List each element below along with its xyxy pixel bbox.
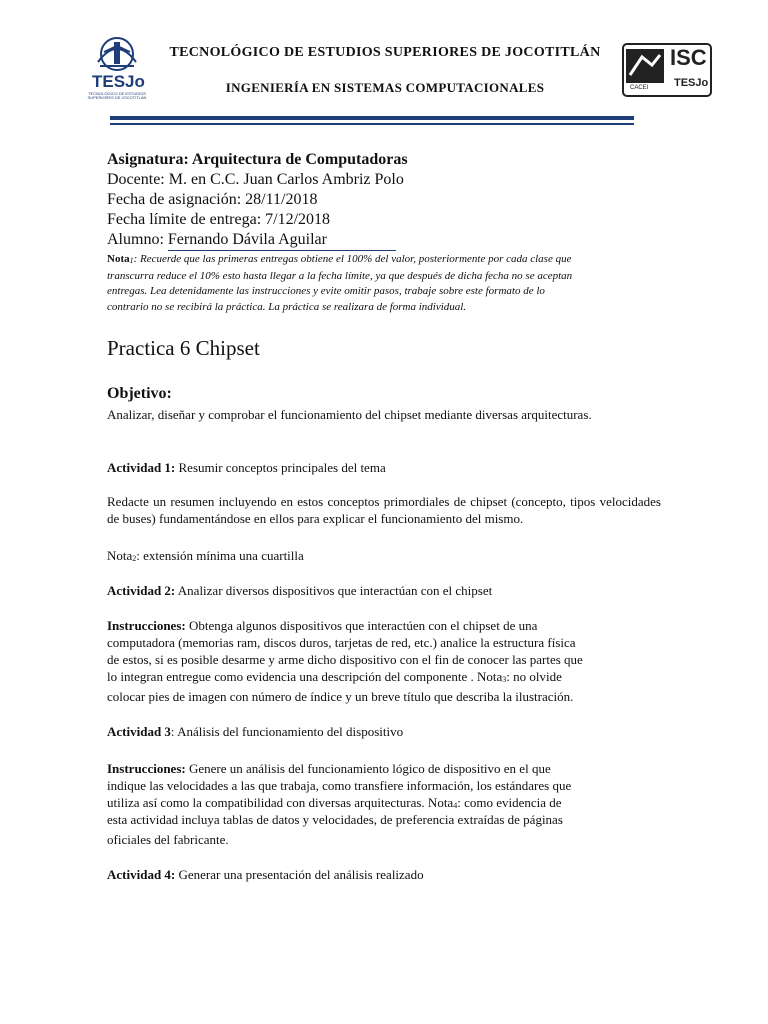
note-4-sub: 4 — [453, 801, 458, 810]
objective-heading: Objetivo: — [107, 385, 172, 402]
activity-4-heading — [107, 866, 424, 883]
note-2-sub: 2 — [132, 554, 137, 563]
activity-2-instructions-line: de estos, si es posible desarme y arme dicho dispositivo con el fin de conocer las partes que — [107, 652, 583, 667]
note-2-label: Nota — [107, 548, 133, 563]
activity-3-instr-text: Genere un análisis del funcionamiento lógico de dispositivo en el que — [185, 761, 551, 776]
institution-title: TECNOLÓGICO DE ESTUDIOS SUPERIORES DE JOCOTITLÁN — [169, 45, 601, 60]
header-rule-top — [110, 116, 634, 120]
activity-2-instr-text: Obtenga algunos dispositivos que interactúen con el chipset de una — [185, 618, 538, 633]
note-1-sub: 1 — [129, 256, 134, 265]
student-line — [107, 230, 408, 251]
activity-1-title: Resumir conceptos principales del tema — [175, 460, 386, 475]
activity-3-instructions-line: esta actividad incluya tablas de datos y velocidades, de preferencia extraídas de páginas — [107, 812, 563, 827]
note-4-text: : como evidencia de — [457, 795, 562, 810]
note-1 — [107, 252, 647, 315]
activity-1-heading — [107, 459, 386, 476]
isc-logo-small: CACEI — [630, 85, 649, 91]
activity-2-instructions-line: colocar pies de imagen con número de índice y un breve título que describa la ilustración. — [107, 689, 574, 704]
activity-1-body: Redacte un resumen incluyendo en estos conceptos primordiales de chipset (concepto, tipos velocidades de buses) fundamentándose en ellos para explicar el funcionamiento del mismo. — [107, 494, 661, 526]
note-1-line: contrario no se recibirá la práctica. La práctica se realizara de forma individual. — [107, 300, 467, 313]
note-1-line: : Recuerde que las primeras entregas obtiene el 100% del valor, posteriormente por cada clase que — [133, 253, 572, 265]
activity-1-label: Actividad 1: — [107, 460, 176, 475]
note-1-line: transcurra reduce el 10% esto hasta llegar a la fecha límite, ya que después de dicha fecha no se aceptan — [107, 269, 573, 282]
activity-2-instructions-line: computadora (memorias ram, discos duros, tarjetas de red, etc.) analice la estructura física — [107, 635, 576, 650]
tesjo-logo-caption: TECNOLÓGICO DE ESTUDIOS SUPERIORES DE JOCOTITLÁN — [87, 91, 147, 100]
activity-3-instr-label: Instrucciones: — [107, 761, 186, 776]
header-rule-bottom — [110, 123, 634, 125]
activity-2-instr-text: lo integran entregue como evidencia una descripción del componente . Nota — [107, 669, 503, 684]
activity-2-heading — [107, 582, 492, 599]
student-name: Fernando Dávila Aguilar — [168, 230, 396, 251]
note-1-label: Nota — [107, 253, 130, 265]
activity-2-instructions-line — [107, 668, 562, 688]
activity-3-heading — [107, 723, 403, 740]
activity-3-title: : Análisis del funcionamiento del dispositivo — [170, 724, 404, 739]
activity-2-instructions-line — [107, 617, 537, 634]
note-3-text: : no olvide — [506, 669, 562, 684]
teacher-line: Docente: M. en C.C. Juan Carlos Ambriz Polo — [107, 171, 404, 188]
assign-date-line: Fecha de asignación: 28/11/2018 — [107, 191, 318, 208]
activity-3-instr-text: utiliza así como la compatibilidad con diversas arquitecturas. Nota — [107, 795, 454, 810]
student-label: Alumno: — [107, 231, 168, 248]
activity-2-title: Analizar diversos dispositivos que interactúan con el chipset — [175, 583, 493, 598]
activity-2-instr-label: Instrucciones: — [107, 618, 186, 633]
activity-3-label: Actividad 3 — [107, 724, 171, 739]
note-2-text: : extensión mínima una cuartilla — [136, 548, 304, 563]
objective-text: Analizar, diseñar y comprobar el funcionamiento del chipset mediante diversas arquitecturas. — [107, 407, 592, 422]
activity-3-instructions-line: indique las velocidades a las que trabaja, como transfiere información, los estándares que — [107, 778, 572, 793]
tesjo-logo-text: TESJo — [92, 72, 145, 91]
activity-3-instructions-line — [107, 760, 551, 777]
career-title: INGENIERÍA EN SISTEMAS COMPUTACIONALES — [225, 80, 545, 95]
activity-3-instructions-line: oficiales del fabricante. — [107, 832, 229, 847]
activity-1-note — [107, 547, 304, 567]
subject-line: Asignatura: Arquitectura de Computadoras — [107, 151, 408, 168]
isc-logo-text: ISC — [670, 45, 707, 70]
note-1-line: entregas. Lea detenidamente las instrucciones y evite omitir pasos, trabaje sobre este formato de lo — [107, 285, 545, 297]
tesjo-logo — [86, 32, 148, 104]
activity-2-label: Actividad 2: — [107, 583, 176, 598]
activity-4-label: Actividad 4: — [107, 867, 176, 882]
activity-4-title: Generar una presentación del análisis realizado — [175, 867, 424, 882]
due-date-line: Fecha límite de entrega: 7/12/2018 — [107, 211, 331, 228]
isc-logo — [622, 43, 712, 97]
note-3-sub: 3 — [502, 675, 507, 684]
assignment-info — [107, 150, 408, 251]
isc-logo-subtext: TESJo — [674, 77, 709, 89]
practice-title: Practica 6 Chipset — [107, 336, 260, 360]
